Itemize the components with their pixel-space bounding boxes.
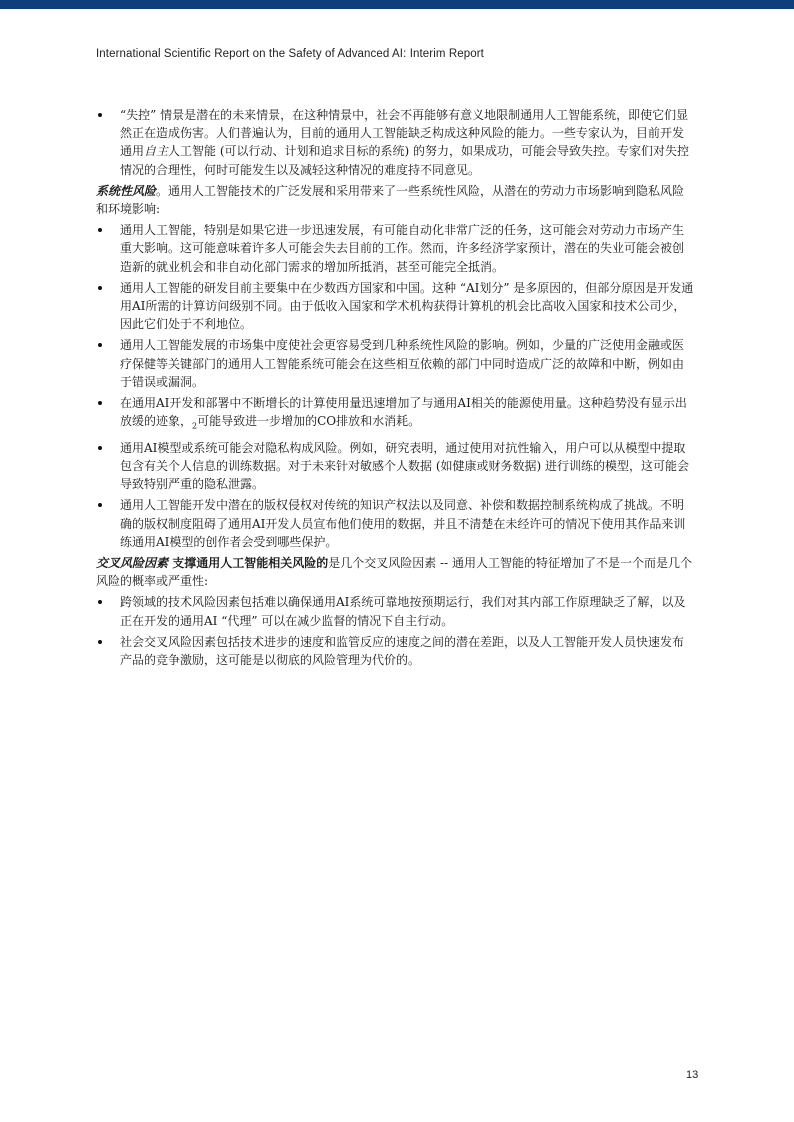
- list-item: 通用人工智能的研发目前主要集中在少数西方国家和中国。这种 “AI划分” 是多原因的，但部分原因是开发通用AI所需的计算访问级别不同。由于低收入国家和学术机构获得计算机的机会比高收入国家和技术公司少，因此它们处于不利地位。: [96, 279, 694, 334]
- systemic-risk-paragraph: [96, 182, 694, 218]
- document-body: [96, 106, 694, 672]
- loss-of-control-text-2: 人工智能 (可以行动、计划和追求目标的系统) 的努力，如果成功，可能会导致失控。专家们对失控情况的合理性，何时可能发生以及减轻这种情况的难度持不同意见。: [120, 144, 690, 177]
- list-item: [96, 394, 694, 436]
- systemic-risk-list: [96, 221, 694, 551]
- cross-cutting-bold-text: 支撑通用人工智能相关风险的: [168, 556, 329, 571]
- cross-cutting-intro: 是几个交叉风险因素 -- 通用人工智能的特征增加了不是一个而是几个风险的概率或严重性:: [96, 556, 692, 589]
- autonomous-term: 自主: [144, 144, 169, 159]
- cross-cutting-heading: 交叉风险因素: [96, 556, 169, 571]
- energy-text-2: 可能导致进一步增加的CO排放和水消耗。: [197, 414, 421, 429]
- running-header: International Scientific Report on the Safety of Advanced AI: Interim Report: [96, 48, 484, 60]
- footnote-subscript: 2: [192, 421, 198, 431]
- cross-cutting-list: [96, 593, 694, 669]
- loss-of-control-list: [96, 106, 694, 179]
- list-item: 通用人工智能开发中潜在的版权侵权对传统的知识产权法以及同意、补偿和数据控制系统构成了挑战。不明确的版权制度阻碍了通用AI开发人员宣布他们使用的数据，并且不清楚在未经许可的情况下使用其作品来训练通用AI模型的创作者会受到哪些保护。: [96, 496, 694, 551]
- list-item: 通用AI模型或系统可能会对隐私构成风险。例如，研究表明，通过使用对抗性输入，用户可以从模型中提取包含有关个人信息的训练数据。对于未来针对敏感个人数据 (如健康或财务数据) 进行训练的模型，这可能会导致特别严重的隐私泄露。: [96, 439, 694, 494]
- page-number: 13: [686, 1069, 699, 1081]
- systemic-risk-heading: 系统性风险: [96, 183, 157, 198]
- list-item: 跨领域的技术风险因素包括难以确保通用AI系统可靠地按预期运行，我们对其内部工作原理缺乏了解，以及正在开发的通用AI “代理” 可以在减少监督的情况下自主行动。: [96, 593, 694, 629]
- energy-text-1: 在通用AI开发和部署中不断增长的计算使用量迅速增加了与通用AI相关的能源使用量。这种趋势没有显示出放缓的迹象，: [120, 396, 687, 429]
- top-accent-bar: [0, 0, 794, 9]
- list-item: 社会交叉风险因素包括技术进步的速度和监管反应的速度之间的潜在差距，以及人工智能开发人员快速发布产品的竞争激励，这可能是以彻底的风险管理为代价的。: [96, 633, 694, 669]
- cross-cutting-paragraph: [96, 554, 694, 590]
- systemic-risk-intro: 。通用人工智能技术的广泛发展和采用带来了一些系统性风险，从潜在的劳动力市场影响到隐私风险和环境影响:: [96, 183, 685, 217]
- list-item: [96, 106, 694, 179]
- list-item: 通用人工智能发展的市场集中度使社会更容易受到几种系统性风险的影响。例如，少量的广泛使用金融或医疗保健等关键部门的通用人工智能系统可能会在这些相互依赖的部门中同时造成广泛的故障和中断，例如由于错误或漏洞。: [96, 336, 694, 391]
- loss-of-control-text-1: “失控” 情景是潜在的未来情景，在这种情景中，社会不再能够有意义地限制通用人工智能系统，即使它们显然正在造成伤害。人们普遍认为，目前的通用人工智能缺乏构成这种风险的能力。一些专家认为，目前开发通用: [120, 108, 689, 159]
- list-item: 通用人工智能，特别是如果它进一步迅速发展，有可能自动化非常广泛的任务，这可能会对劳动力市场产生重大影响。这可能意味着许多人可能会失去目前的工作。然而，许多经济学家预计，潜在的失业可能会被创造新的就业机会和非自动化部门需求的增加所抵消，甚至可能完全抵消。: [96, 221, 694, 276]
